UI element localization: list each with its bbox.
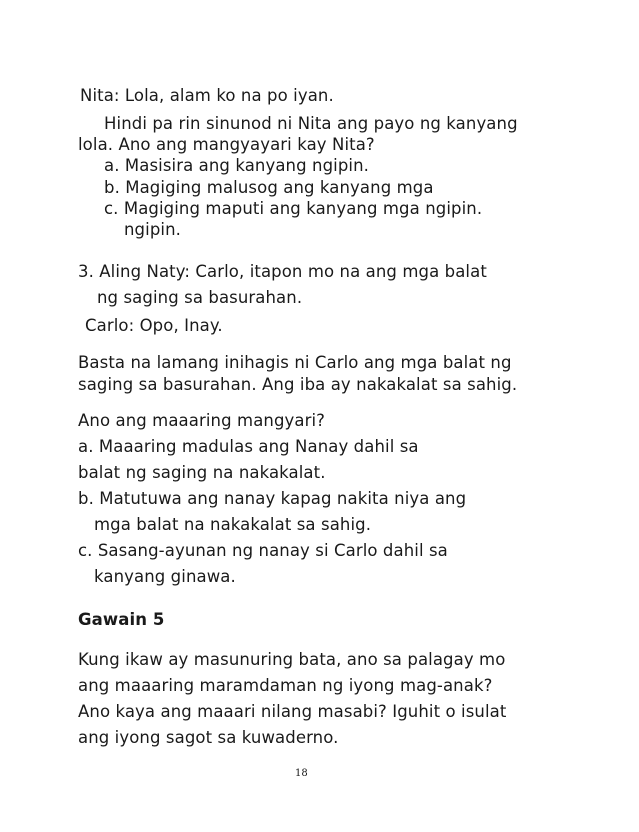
page-number: 18 bbox=[295, 768, 308, 779]
nita-choice-b: b. Magiging malusog ang kanyang mga bbox=[104, 178, 434, 197]
carlo-choice-c-line-2: kanyang ginawa. bbox=[94, 567, 236, 586]
carlo-choice-b-line-2: mga balat na nakakalat sa sahig. bbox=[94, 515, 372, 534]
nita-dialogue: Nita: Lola, alam ko na po iyan. bbox=[80, 86, 334, 105]
gawain-5-heading: Gawain 5 bbox=[78, 610, 165, 629]
carlo-question: Ano ang maaaring mangyari? bbox=[78, 411, 326, 430]
gawain-5-line-1: Kung ikaw ay masunuring bata, ano sa palagay mo bbox=[78, 650, 506, 669]
carlo-narration-line-1: Basta na lamang inihagis ni Carlo ang mga balat ng bbox=[78, 353, 512, 372]
carlo-narration-line-2: saging sa basurahan. Ang iba ay nakakalat sa sahig. bbox=[78, 375, 518, 394]
nita-narration-line-1: Hindi pa rin sinunod ni Nita ang payo ng kanyang bbox=[104, 114, 518, 133]
carlo-dialogue-line-2: ng saging sa basurahan. bbox=[97, 288, 303, 307]
carlo-dialogue-line-1: 3. Aling Naty: Carlo, itapon mo na ang mga balat bbox=[78, 262, 487, 281]
nita-narration-line-2: lola. Ano ang mangyayari kay Nita? bbox=[78, 135, 375, 154]
carlo-choice-c-line-1: c. Sasang-ayunan ng nanay si Carlo dahil sa bbox=[78, 541, 448, 560]
carlo-reply: Carlo: Opo, Inay. bbox=[85, 316, 223, 335]
gawain-5-line-2: ang maaaring maramdaman ng iyong mag-anak? bbox=[78, 676, 493, 695]
nita-choice-b-continued: ngipin. bbox=[124, 220, 181, 239]
carlo-choice-a-line-2: balat ng saging na nakakalat. bbox=[78, 463, 326, 482]
nita-choice-a: a. Masisira ang kanyang ngipin. bbox=[104, 156, 369, 175]
nita-choice-c: c. Magiging maputi ang kanyang mga ngipin. bbox=[104, 199, 483, 218]
carlo-choice-a-line-1: a. Maaaring madulas ang Nanay dahil sa bbox=[78, 437, 419, 456]
gawain-5-line-4: ang iyong sagot sa kuwaderno. bbox=[78, 728, 339, 747]
gawain-5-line-3: Ano kaya ang maaari nilang masabi? Iguhit o isulat bbox=[78, 702, 507, 721]
carlo-choice-b-line-1: b. Matutuwa ang nanay kapag nakita niya ang bbox=[78, 489, 467, 508]
